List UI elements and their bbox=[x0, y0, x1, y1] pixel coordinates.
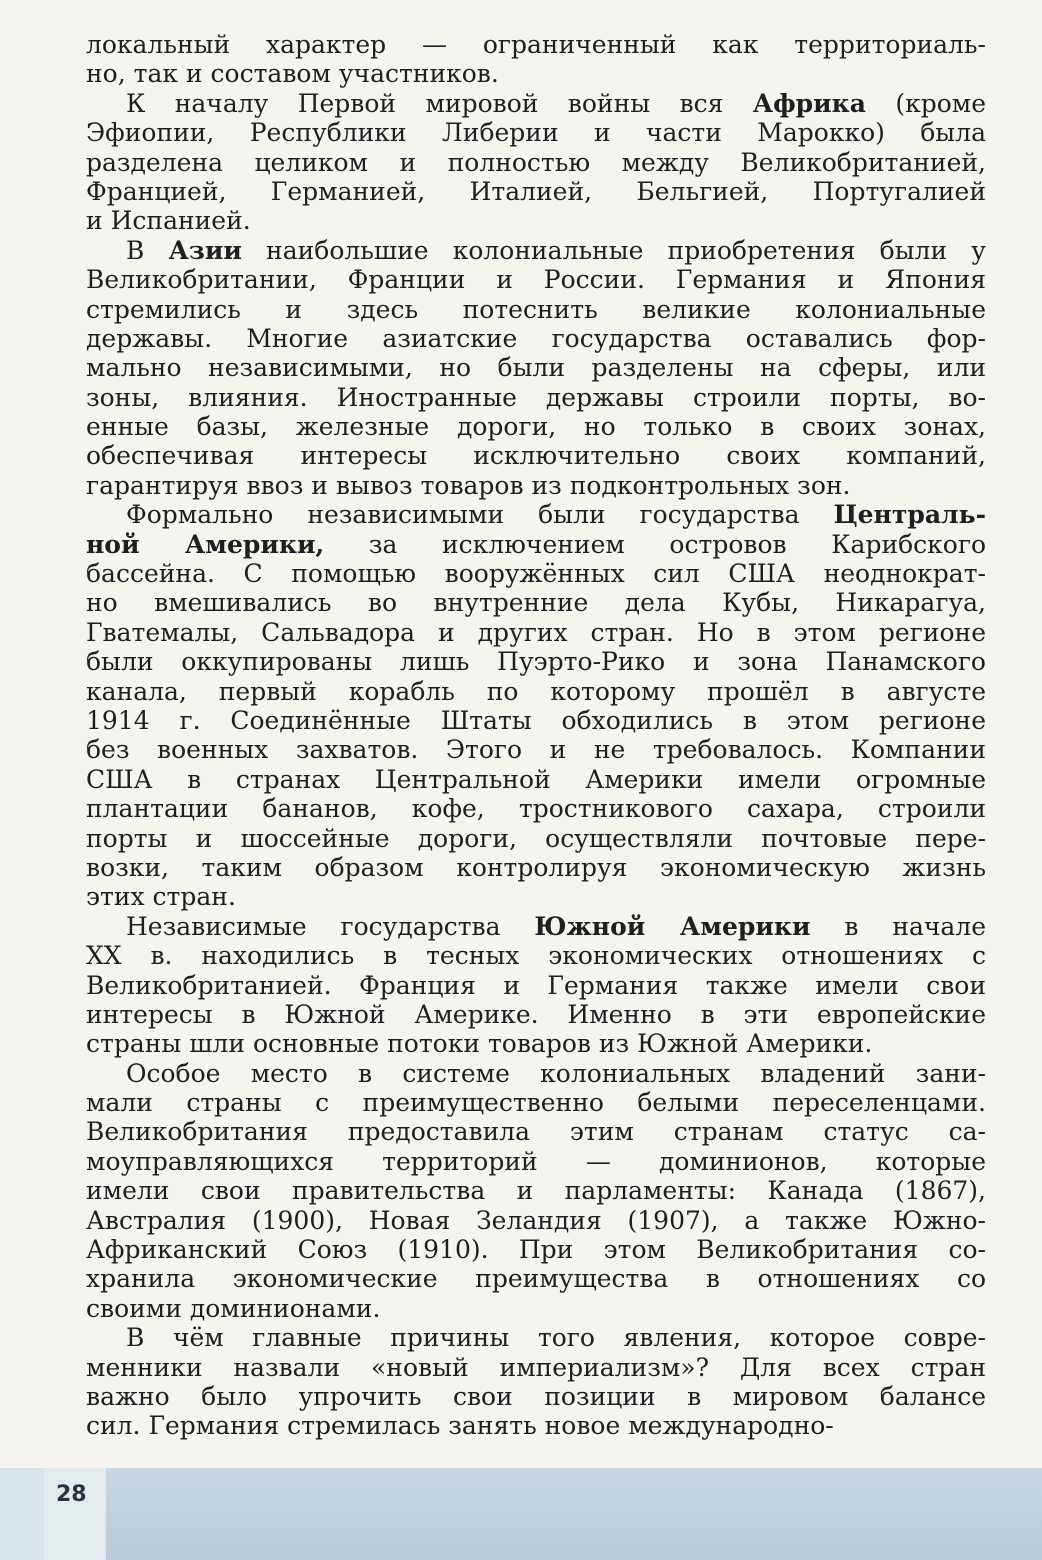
text-line bbox=[86, 765, 986, 794]
text-segment: страны шли основные потоки товаров из Южной Америки. bbox=[86, 1029, 873, 1059]
text-segment: были оккупированы лишь Пуэрто-Рико и зона Панамского bbox=[86, 647, 986, 677]
text-line bbox=[86, 1235, 986, 1264]
text-segment: в начале bbox=[810, 911, 986, 941]
text-line bbox=[86, 530, 986, 559]
bottom-band-left-edge bbox=[0, 1468, 44, 1560]
text-line bbox=[86, 1353, 986, 1382]
text-line bbox=[86, 1264, 986, 1293]
text-line bbox=[86, 618, 986, 647]
page-number: 28 bbox=[56, 1482, 87, 1507]
paragraph bbox=[86, 30, 986, 89]
text-line bbox=[86, 735, 986, 764]
paragraph bbox=[86, 500, 986, 911]
text-segment: своими доминионами. bbox=[86, 1293, 381, 1323]
text-segment: имели свои правительства и парламенты: Канада (1867), bbox=[86, 1176, 986, 1206]
text-line bbox=[86, 118, 986, 147]
text-segment: Особое место в системе колониальных владений зани- bbox=[126, 1058, 986, 1088]
text-line bbox=[86, 30, 986, 59]
text-segment: локальный характер — ограниченный как территориаль- bbox=[86, 30, 986, 59]
bottom-decorative-band bbox=[0, 1468, 1042, 1560]
text-segment: сил. Германия стремилась занять новое международно- bbox=[86, 1411, 834, 1441]
text-segment: без военных захватов. Этого и не требовалось. Компании bbox=[86, 735, 986, 765]
text-segment: Африканский Союз (1910). При этом Великобритания со- bbox=[86, 1235, 986, 1265]
text-segment: гарантируя ввоз и вывоз товаров из подконтрольных зон. bbox=[86, 470, 851, 500]
text-segment: канала, первый корабль по которому прошёл в августе bbox=[86, 676, 986, 706]
text-segment: Независимые государства bbox=[126, 911, 535, 941]
text-segment: наибольшие колониальные приобретения были у bbox=[241, 235, 986, 265]
text-line bbox=[86, 1382, 986, 1411]
text-line bbox=[86, 882, 986, 911]
text-segment: К началу Первой мировой войны вся bbox=[126, 88, 753, 118]
text-segment: Австралия (1900), Новая Зеландия (1907), а также Южно- bbox=[86, 1205, 986, 1235]
text-line bbox=[86, 471, 986, 500]
text-line bbox=[86, 206, 986, 235]
text-segment: но, так и составом участников. bbox=[86, 59, 499, 89]
text-segment: державы. Многие азиатские государства оставались фор- bbox=[86, 323, 986, 353]
text-segment: но вмешивались во внутренние дела Кубы, Никарагуа, bbox=[86, 588, 986, 618]
paragraph bbox=[86, 236, 986, 501]
text-line bbox=[86, 500, 986, 529]
text-line bbox=[86, 794, 986, 823]
text-line bbox=[86, 559, 986, 588]
text-segment: мали страны с преимущественно белыми переселенцами. bbox=[86, 1088, 986, 1118]
text-segment: Эфиопии, Республики Либерии и части Марокко) была bbox=[86, 118, 986, 148]
text-segment: В bbox=[126, 235, 169, 265]
text-line bbox=[86, 1411, 986, 1440]
bold-term: Централь- bbox=[833, 500, 986, 530]
text-segment: и Испанией. bbox=[86, 206, 251, 236]
text-segment: Великобритании, Франции и России. Германия и Япония bbox=[86, 265, 986, 295]
text-segment: плантации бананов, кофе, тростникового сахара, строили bbox=[86, 794, 986, 824]
text-segment: Великобритания предоставила этим странам статус са- bbox=[86, 1117, 986, 1147]
bold-term: Африка bbox=[752, 88, 866, 118]
text-segment: США в странах Центральной Америки имели огромные bbox=[86, 764, 986, 794]
text-segment: Формально независимыми были государства bbox=[126, 500, 834, 530]
text-segment: порты и шоссейные дороги, осуществляли почтовые пере- bbox=[86, 823, 986, 853]
text-segment: интересы в Южной Америке. Именно в эти европейские bbox=[86, 999, 986, 1029]
text-line bbox=[86, 1059, 986, 1088]
text-segment: менники назвали «новый империализм»? Для всех стран bbox=[86, 1352, 986, 1382]
text-segment: Великобританией. Франция и Германия также имели свои bbox=[86, 970, 986, 1000]
text-line bbox=[86, 588, 986, 617]
bold-term: Азии bbox=[168, 235, 242, 265]
text-line bbox=[86, 236, 986, 265]
paragraph bbox=[86, 1059, 986, 1324]
text-line bbox=[86, 647, 986, 676]
bold-term: ной Америки, bbox=[86, 529, 325, 559]
text-line bbox=[86, 941, 986, 970]
text-line bbox=[86, 353, 986, 382]
text-segment: Францией, Германией, Италией, Бельгией, Португалией bbox=[86, 176, 986, 206]
text-line bbox=[86, 295, 986, 324]
text-line bbox=[86, 265, 986, 294]
text-line bbox=[86, 1147, 986, 1176]
text-segment: Гватемалы, Сальвадора и других стран. Но в этом регионе bbox=[86, 617, 986, 647]
text-line bbox=[86, 824, 986, 853]
text-segment: стремились и здесь потеснить великие колониальные bbox=[86, 294, 986, 324]
text-line bbox=[86, 177, 986, 206]
bold-term: Южной Америки bbox=[534, 911, 811, 941]
text-segment: возки, таким образом контролируя экономическую жизнь bbox=[86, 852, 986, 882]
text-segment: енные базы, железные дороги, но только в своих зонах, bbox=[86, 412, 986, 442]
text-segment: В чём главные причины того явления, которое совре- bbox=[126, 1323, 986, 1353]
text-segment: важно было упрочить свои позиции в мировом балансе bbox=[86, 1381, 986, 1411]
text-line bbox=[86, 1117, 986, 1146]
text-line bbox=[86, 1000, 986, 1029]
paragraph bbox=[86, 1323, 986, 1441]
text-segment: 1914 г. Соединённые Штаты обходились в этом регионе bbox=[86, 705, 986, 735]
text-line bbox=[86, 412, 986, 441]
text-line bbox=[86, 89, 986, 118]
text-segment: хранила экономические преимущества в отношениях со bbox=[86, 1264, 986, 1294]
text-line bbox=[86, 853, 986, 882]
text-line bbox=[86, 706, 986, 735]
text-line bbox=[86, 441, 986, 470]
text-segment: XX в. находились в тесных экономических отношениях с bbox=[86, 941, 986, 971]
text-line bbox=[86, 912, 986, 941]
paragraph bbox=[86, 912, 986, 1059]
text-line bbox=[86, 1029, 986, 1058]
text-line bbox=[86, 1176, 986, 1205]
text-line bbox=[86, 59, 986, 88]
text-line bbox=[86, 1088, 986, 1117]
text-segment: за исключением островов Карибского bbox=[324, 529, 986, 559]
text-line bbox=[86, 1294, 986, 1323]
text-segment: (кроме bbox=[865, 88, 986, 118]
text-line bbox=[86, 324, 986, 353]
text-line bbox=[86, 1323, 986, 1352]
text-line bbox=[86, 383, 986, 412]
page-text bbox=[86, 30, 986, 1441]
text-segment: мально независимыми, но были разделены на сферы, или bbox=[86, 353, 986, 383]
text-line bbox=[86, 677, 986, 706]
paragraph bbox=[86, 89, 986, 236]
text-line bbox=[86, 148, 986, 177]
text-segment: зоны, влияния. Иностранные державы строили порты, во- bbox=[86, 382, 986, 412]
text-segment: разделена целиком и полностью между Великобританией, bbox=[86, 147, 986, 177]
text-line bbox=[86, 1206, 986, 1235]
text-segment: бассейна. С помощью вооружённых сил США неоднократ- bbox=[86, 559, 986, 589]
text-segment: обеспечивая интересы исключительно своих компаний, bbox=[86, 441, 986, 471]
text-line bbox=[86, 971, 986, 1000]
text-segment: этих стран. bbox=[86, 882, 236, 912]
text-segment: моуправляющихся территорий — доминионов, которые bbox=[86, 1146, 986, 1176]
